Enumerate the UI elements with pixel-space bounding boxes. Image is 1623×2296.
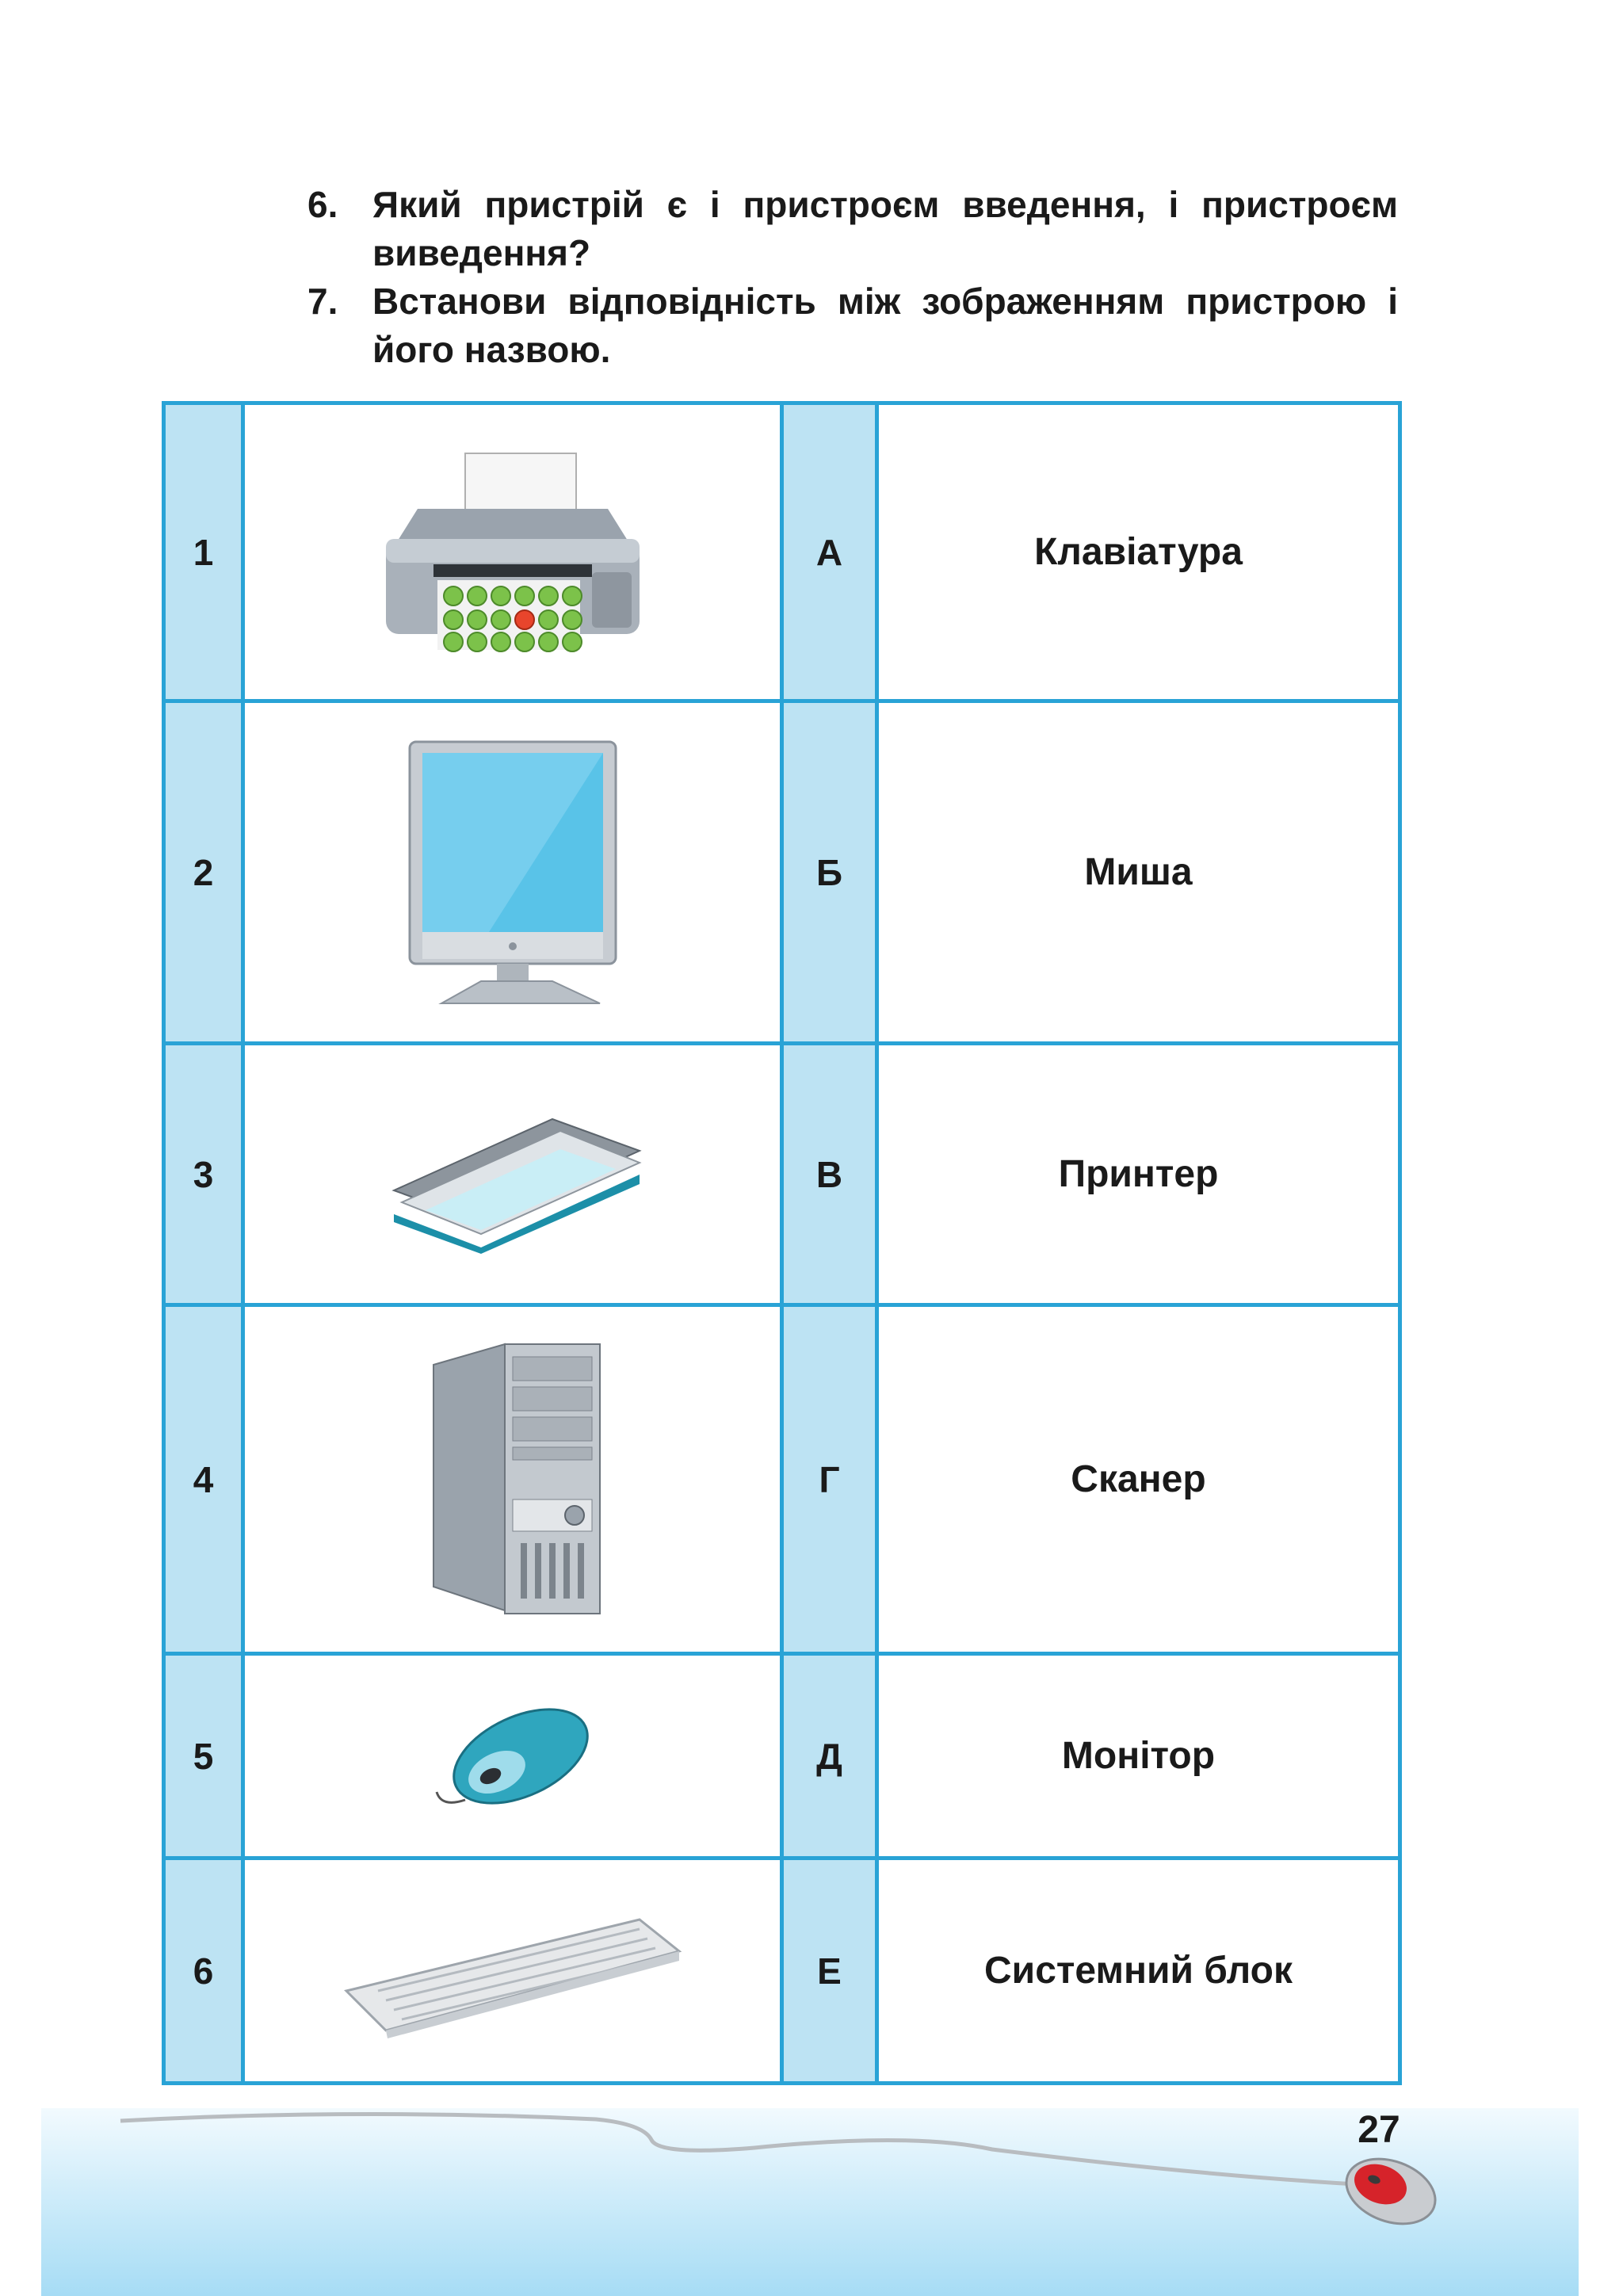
table-row	[164, 1044, 1400, 1305]
row-number: 6	[164, 1859, 243, 2084]
keyboard-icon	[338, 1904, 687, 2038]
device-image-cell	[243, 1305, 782, 1654]
row-number: 5	[164, 1654, 243, 1859]
matching-table	[162, 401, 1402, 2085]
row-number: 2	[164, 701, 243, 1044]
system-unit-icon	[418, 1341, 608, 1618]
page-number: 27	[1358, 2109, 1400, 2151]
question-number: 6.	[307, 184, 338, 225]
device-name: Принтер	[877, 1044, 1400, 1305]
question-7	[307, 277, 1398, 374]
device-image-cell	[243, 1859, 782, 2084]
answer-letter: В	[782, 1044, 877, 1305]
monitor-icon	[394, 734, 632, 1011]
question-6	[307, 181, 1398, 277]
printer-icon	[370, 445, 655, 659]
device-name: Миша	[877, 701, 1400, 1044]
row-number: 1	[164, 403, 243, 701]
question-text: Встанови відповідність між зображенням пристрою і його назвою.	[372, 281, 1398, 370]
device-image-cell	[243, 1044, 782, 1305]
table-row	[164, 1859, 1400, 2084]
table-row	[164, 403, 1400, 701]
table-row	[164, 1305, 1400, 1654]
red-mouse-icon	[1339, 2148, 1442, 2235]
row-number: 4	[164, 1305, 243, 1654]
answer-letter: Б	[782, 701, 877, 1044]
mouse-icon	[433, 1697, 592, 1816]
device-name: Монітор	[877, 1654, 1400, 1859]
device-image-cell	[243, 701, 782, 1044]
row-number: 3	[164, 1044, 243, 1305]
answer-letter: Д	[782, 1654, 877, 1859]
device-image-cell	[243, 403, 782, 701]
questions-block	[307, 181, 1398, 374]
question-text: Який пристрій є і пристроєм введення, і пристроєм виведення?	[372, 184, 1398, 273]
answer-letter: Г	[782, 1305, 877, 1654]
answer-letter: Е	[782, 1859, 877, 2084]
question-number: 7.	[307, 281, 338, 322]
table-row	[164, 1654, 1400, 1859]
table-row	[164, 701, 1400, 1044]
answer-letter: А	[782, 403, 877, 701]
device-name: Сканер	[877, 1305, 1400, 1654]
device-name: Системний блок	[877, 1859, 1400, 2084]
device-name: Клавіатура	[877, 403, 1400, 701]
scanner-icon	[370, 1095, 655, 1254]
device-image-cell	[243, 1654, 782, 1859]
